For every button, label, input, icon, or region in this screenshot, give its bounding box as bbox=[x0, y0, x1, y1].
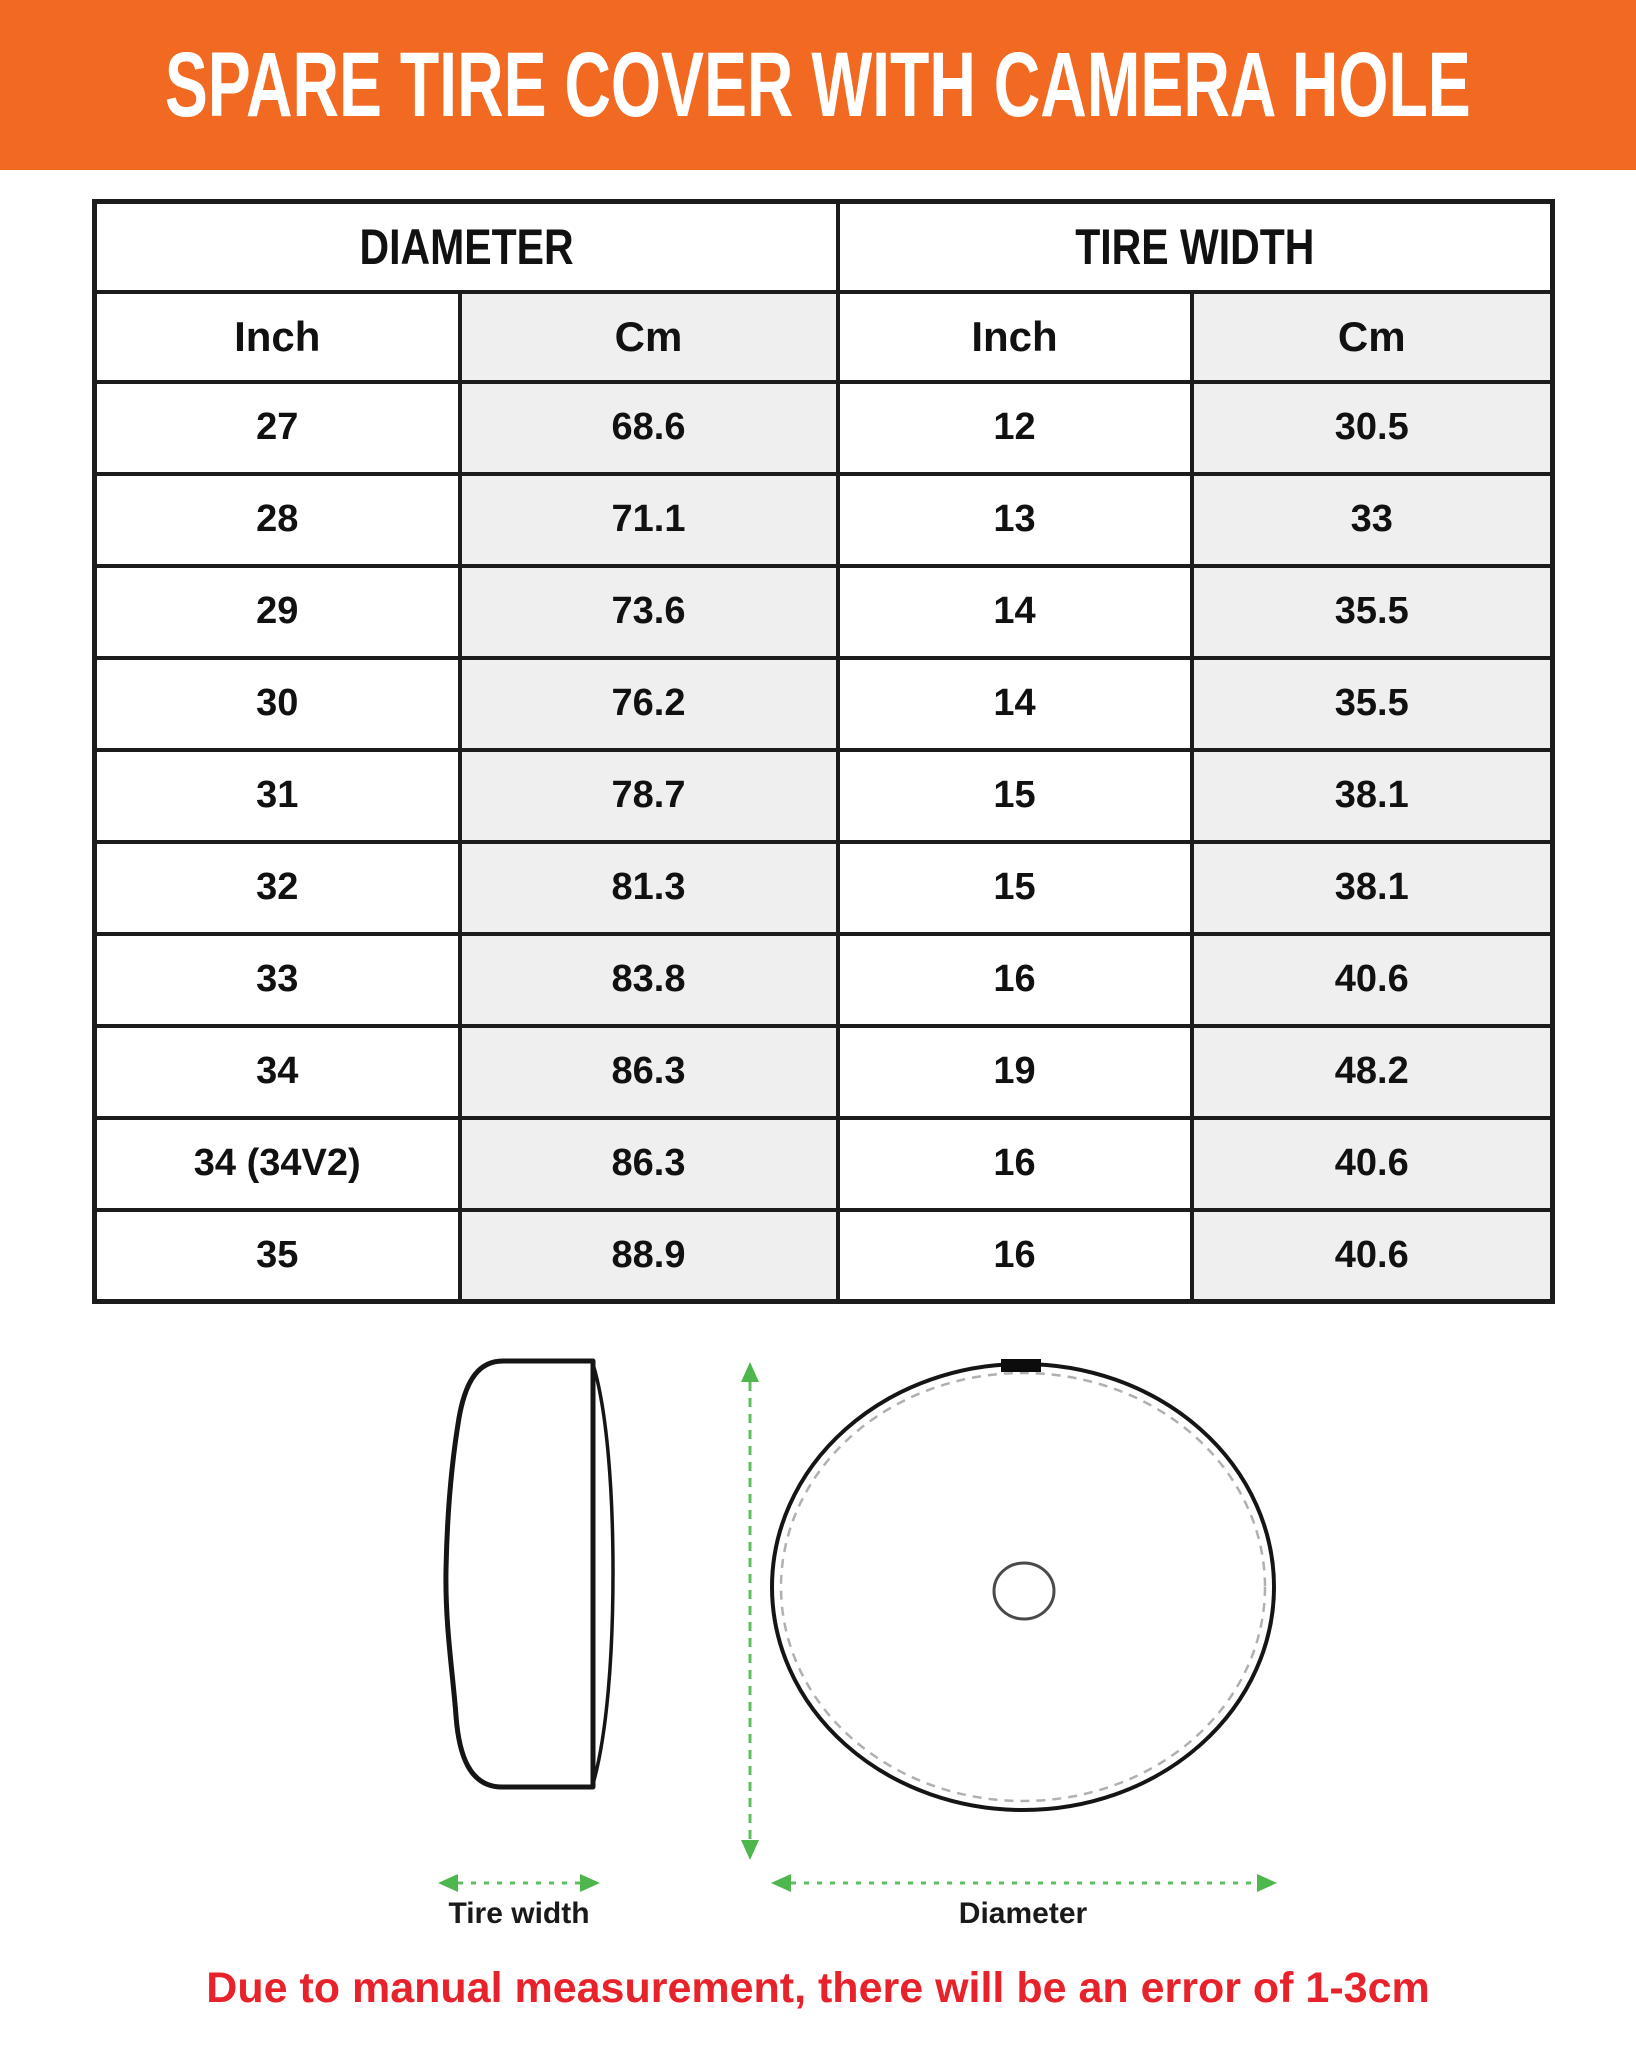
table-cell: 32 bbox=[95, 842, 460, 934]
table-row bbox=[95, 750, 1553, 842]
table-cell: 40.6 bbox=[1192, 934, 1553, 1026]
column-header-tirewidth-cm: Cm bbox=[1192, 292, 1553, 382]
camera-hole bbox=[994, 1563, 1054, 1619]
diameter-horizontal-arrow bbox=[771, 1874, 1277, 1892]
header-banner bbox=[0, 0, 1636, 170]
table-cell: 88.9 bbox=[460, 1210, 838, 1302]
table-row bbox=[95, 842, 1553, 934]
table-cell: 83.8 bbox=[460, 934, 838, 1026]
table-cell: 30.5 bbox=[1192, 382, 1553, 474]
table-cell: 38.1 bbox=[1192, 842, 1553, 934]
table-cell: 15 bbox=[838, 842, 1192, 934]
tire-side-view-outline bbox=[446, 1361, 593, 1787]
table-row bbox=[95, 658, 1553, 750]
group-header-tire-width: TIRE WIDTH bbox=[838, 202, 1553, 292]
table-cell: 33 bbox=[95, 934, 460, 1026]
table-row bbox=[95, 382, 1553, 474]
tire-width-arrow bbox=[438, 1874, 600, 1892]
table-cell: 33 bbox=[1192, 474, 1553, 566]
column-header-diameter-inch: Inch bbox=[95, 292, 460, 382]
table-cell: 40.6 bbox=[1192, 1118, 1553, 1210]
table-cell: 34 (34V2) bbox=[95, 1118, 460, 1210]
table-row bbox=[95, 566, 1553, 658]
diameter-vertical-arrow bbox=[741, 1362, 759, 1860]
table-row bbox=[95, 1118, 1553, 1210]
diameter-label: Diameter bbox=[958, 1897, 1088, 1930]
table-cell: 27 bbox=[95, 382, 460, 474]
column-header-tirewidth-inch: Inch bbox=[838, 292, 1192, 382]
table-cell: 48.2 bbox=[1192, 1026, 1553, 1118]
tire-side-view-bulge bbox=[593, 1364, 613, 1784]
table-cell: 78.7 bbox=[460, 750, 838, 842]
table-cell: 16 bbox=[838, 1118, 1192, 1210]
table-cell: 40.6 bbox=[1192, 1210, 1553, 1302]
measurement-error-note: Due to manual measurement, there will be an error of 1-3cm bbox=[206, 1964, 1430, 2012]
table-cell: 76.2 bbox=[460, 658, 838, 750]
table-cell: 15 bbox=[838, 750, 1192, 842]
table-row bbox=[95, 1210, 1553, 1302]
table-cell: 31 bbox=[95, 750, 460, 842]
table-cell: 81.3 bbox=[460, 842, 838, 934]
table-cell: 16 bbox=[838, 934, 1192, 1026]
tire-measurement-diagram bbox=[400, 1340, 1320, 1900]
table-cell: 35.5 bbox=[1192, 566, 1553, 658]
page-title: SPARE TIRE COVER WITH CAMERA HOLE bbox=[165, 33, 1471, 136]
table-cell: 12 bbox=[838, 382, 1192, 474]
table-cell: 14 bbox=[838, 566, 1192, 658]
table-cell: 38.1 bbox=[1192, 750, 1553, 842]
size-chart-table bbox=[92, 199, 1555, 1304]
table-cell: 29 bbox=[95, 566, 460, 658]
table-cell: 73.6 bbox=[460, 566, 838, 658]
group-header-diameter: DIAMETER bbox=[95, 202, 838, 292]
table-cell: 16 bbox=[838, 1210, 1192, 1302]
table-cell: 68.6 bbox=[460, 382, 838, 474]
top-notch-marker bbox=[1001, 1359, 1041, 1372]
table-column-header-row bbox=[95, 292, 1553, 382]
table-cell: 35.5 bbox=[1192, 658, 1553, 750]
column-header-diameter-cm: Cm bbox=[460, 292, 838, 382]
table-cell: 30 bbox=[95, 658, 460, 750]
table-cell: 86.3 bbox=[460, 1118, 838, 1210]
table-row bbox=[95, 1026, 1553, 1118]
table-cell: 13 bbox=[838, 474, 1192, 566]
table-group-header-row bbox=[95, 202, 1553, 292]
table-cell: 34 bbox=[95, 1026, 460, 1118]
table-cell: 14 bbox=[838, 658, 1192, 750]
table-row bbox=[95, 474, 1553, 566]
tire-width-label: Tire width bbox=[448, 1897, 590, 1930]
table-cell: 28 bbox=[95, 474, 460, 566]
table-cell: 71.1 bbox=[460, 474, 838, 566]
table-cell: 86.3 bbox=[460, 1026, 838, 1118]
table-cell: 19 bbox=[838, 1026, 1192, 1118]
table-cell: 35 bbox=[95, 1210, 460, 1302]
table-row bbox=[95, 934, 1553, 1026]
